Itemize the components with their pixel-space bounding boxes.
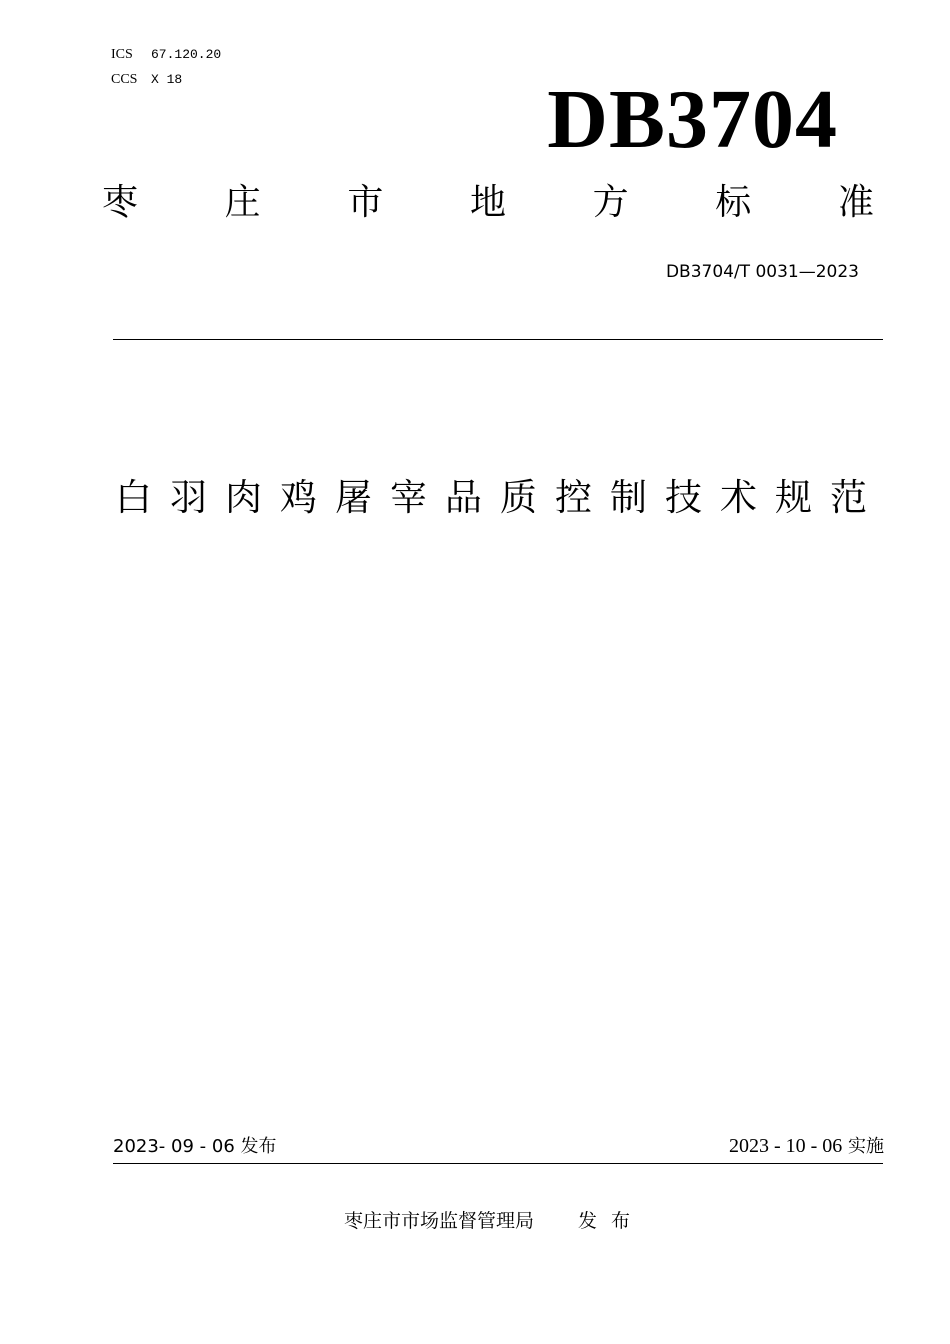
ics-value: 67.120.20 bbox=[151, 47, 222, 62]
implement-date-line bbox=[729, 1135, 884, 1158]
standard-type-char: 庄 bbox=[224, 182, 261, 223]
standard-type-char: 枣 bbox=[102, 182, 139, 223]
ccs-line bbox=[111, 71, 182, 89]
standard-number: DB3704/T 0031—2023 bbox=[665, 262, 859, 282]
standard-type-char: 方 bbox=[592, 182, 629, 223]
standard-type-char: 市 bbox=[347, 182, 384, 223]
issue-label: 发布 bbox=[240, 1136, 277, 1157]
standard-type bbox=[102, 183, 874, 223]
footer-divider bbox=[113, 1163, 883, 1164]
document-title: 白羽肉鸡屠宰品质控制技术规范 bbox=[115, 476, 885, 519]
ccs-label: CCS bbox=[111, 72, 138, 87]
standard-type-char: 地 bbox=[469, 182, 506, 223]
issuer-line bbox=[344, 1209, 644, 1233]
ics-line bbox=[111, 46, 221, 64]
issuer-action: 发布 bbox=[578, 1210, 645, 1232]
standard-type-char: 标 bbox=[715, 182, 752, 223]
issue-date: 2023- 09 - 06 bbox=[113, 1136, 235, 1157]
ccs-value: X 18 bbox=[151, 72, 183, 87]
implement-label: 实施 bbox=[848, 1136, 884, 1157]
standard-type-char: 准 bbox=[837, 182, 874, 223]
issuer-name: 枣庄市市场监督管理局 bbox=[344, 1210, 535, 1232]
ics-label: ICS bbox=[111, 47, 133, 62]
issue-date-line bbox=[113, 1136, 277, 1158]
header-divider bbox=[113, 339, 883, 340]
standard-code: DB3704 bbox=[547, 73, 838, 166]
implement-date: 2023 - 10 - 06 bbox=[728, 1135, 843, 1157]
